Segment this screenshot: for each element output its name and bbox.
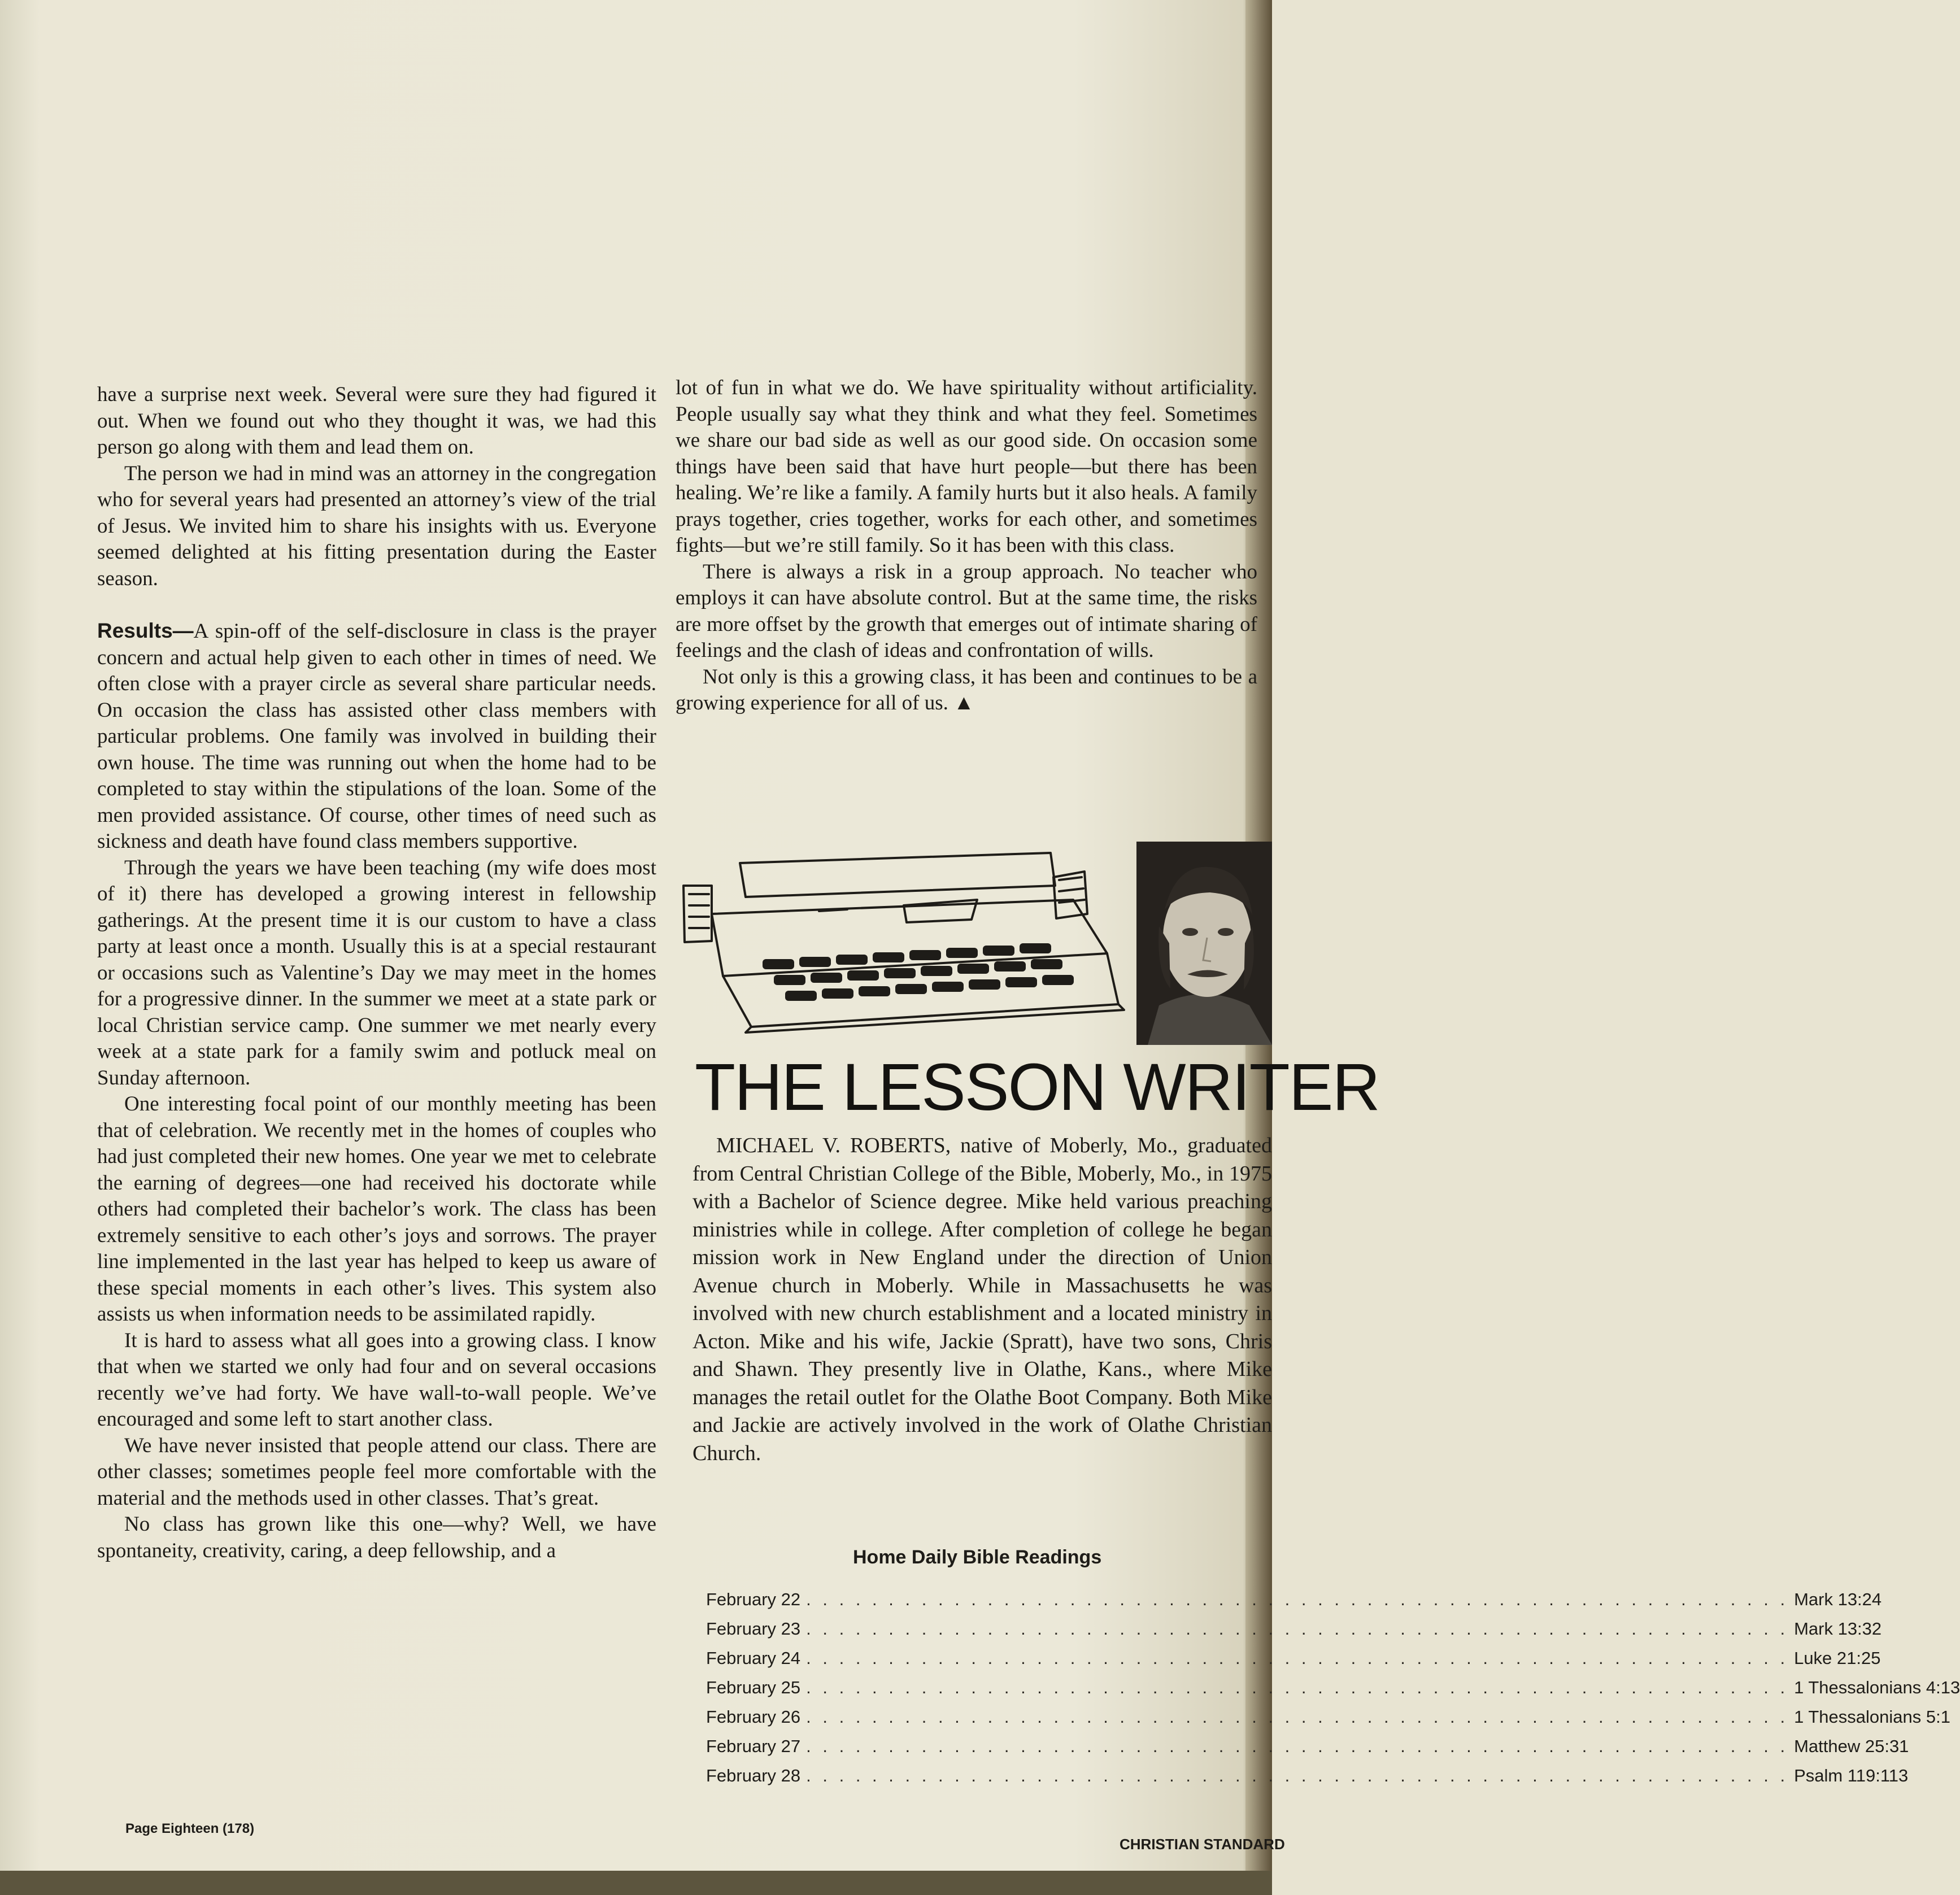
page-edge-bottom bbox=[0, 1871, 1272, 1895]
paragraph: It is hard to assess what all goes into a growing class. I know that when we started we only had four and on several occasions recently we’ve had forty. We have wall-to-wall people. We’ve encouraged and some left to start another class. bbox=[97, 1328, 656, 1431]
reading-row bbox=[706, 1766, 1909, 1795]
paragraph: Through the years we have been teaching (my wife does most of it) there has developed a growing interest in fellowship gatherings. At the present time it is our custom to have a class party at least once a month. Usually this is at a special restaurant or occasions such as Valentine’s Day we may meet in the homes for a progressive dinner. In the summer we meet at a state park or local Christian service camp. One summer we met nearly every week at a state park for a family swim and potluck meal on Sunday afternoon. bbox=[97, 856, 656, 1090]
reading-date: February 24 bbox=[706, 1648, 801, 1668]
dot-leader: . . . . . . . . . . . . . . . . . . . . . . . . . . . . . . . . . . . . . . . . . . . . . . . . . . . . . . . . . . . . bbox=[806, 1766, 1789, 1785]
paragraph-text: Not only is this a growing class, it has been and continues to be a growing experience for all of us. bbox=[676, 665, 1257, 715]
reading-row bbox=[706, 1648, 1881, 1678]
right-column bbox=[676, 375, 1257, 717]
dot-leader: . . . . . . . . . . . . . . . . . . . . . . . . . . . . . . . . . . . . . . . . . . . . . . . . . . . . . . . . . . . . bbox=[806, 1648, 1789, 1668]
reading-date: February 27 bbox=[706, 1736, 801, 1756]
reading-date: February 25 bbox=[706, 1678, 801, 1697]
paragraph: One interesting focal point of our monthly meeting has been that of celebration. We recently met in the homes of couples who had just completed their new homes. One year we met to celebrate the earning of degrees—one had received his doctorate while others had completed their bachelor’s work. The class has been extremely sensitive to each other’s joys and sorrows. The prayer line implemented in the last year has helped to keep us aware of these special moments in each other’s lives. This system also assists us when information needs to be assimilated rapidly. bbox=[97, 1092, 656, 1326]
reading-reference: Mark 13:24 bbox=[1794, 1589, 1882, 1609]
author-photo bbox=[1136, 842, 1272, 1045]
reading-row bbox=[706, 1589, 1882, 1619]
reading-reference: 1 Thessalonians 4:13 bbox=[1794, 1678, 1960, 1697]
results-paragraph bbox=[97, 618, 656, 855]
reading-row bbox=[706, 1619, 1882, 1648]
bio-text: MICHAEL V. ROBERTS, native of Moberly, Mo., graduated from Central Christian College of the Bible, Moberly, Mo., in 1975 with a Bachelor of Science degree. Mike held various preaching ministries while in college. After completion of college he began mission work in New England under the direction of Union Avenue church in Moberly. While in Massachusetts he was involved with new church establishment and a located ministry in Acton. Mike and his wife, Jackie (Spratt), have two sons, Chris and Shawn. They presently live in Olathe, Kans., where Mike manages the retail outlet for the Olathe Boot Company. Both Mike and Jackie are actively involved in the work of Olathe Christian Church. bbox=[692, 1134, 1272, 1465]
paragraph: have a surprise next week. Several were sure they had figured it out. When we found out who they thought it was, we had this person go along with them and lead them on. bbox=[97, 383, 656, 459]
paragraph: We have never insisted that people attend our class. There are other classes; sometimes people feel more comfortable with the material and the methods used in other classes. That’s great. bbox=[97, 1434, 656, 1510]
lesson-writer-heading: THE LESSON WRITER bbox=[695, 1050, 1379, 1125]
reading-row bbox=[706, 1678, 1960, 1707]
paragraph: The person we had in mind was an attorney in the congregation who for several years had presented an attorney’s view of the trial of Jesus. We invited him to share his insights with us. Everyone seemed delighted at his fitting presentation during the Easter season. bbox=[97, 461, 656, 590]
readings-title: Home Daily Bible Readings bbox=[853, 1547, 1102, 1568]
reading-reference: Matthew 25:31 bbox=[1794, 1736, 1909, 1756]
reading-date: February 23 bbox=[706, 1619, 801, 1639]
paragraph-last bbox=[676, 664, 1257, 717]
reading-date: February 22 bbox=[706, 1589, 801, 1609]
end-mark: ▲ bbox=[953, 691, 974, 715]
paragraph: lot of fun in what we do. We have spirituality without artificiality. People usually say what they think and what they feel. Sometimes we share our bad side as well as our good side. On occasion some things have been said that have hurt people—but there has been healing. We’re like a family. A family hurts but it also heals. A family prays together, cries together, works for each other, and sometimes fights—but we’re still family. So it has been with this class. bbox=[676, 376, 1257, 557]
page-number: Page Eighteen (178) bbox=[125, 1821, 255, 1836]
dot-leader: . . . . . . . . . . . . . . . . . . . . . . . . . . . . . . . . . . . . . . . . . . . . . . . . . . . . . . . . . . . . bbox=[806, 1707, 1789, 1727]
reading-reference: Mark 13:32 bbox=[1794, 1619, 1882, 1639]
reading-reference: 1 Thessalonians 5:1 bbox=[1794, 1707, 1950, 1727]
reading-reference: Luke 21:25 bbox=[1794, 1648, 1881, 1668]
reading-row bbox=[706, 1736, 1909, 1766]
paragraph: No class has grown like this one—why? Well, we have spontaneity, creativity, caring, a deep fellowship, and a bbox=[97, 1513, 656, 1562]
readings-list bbox=[706, 1589, 1960, 1795]
typewriter-illustration bbox=[678, 846, 1124, 1033]
publication-name: CHRISTIAN STANDARD bbox=[1120, 1836, 1285, 1853]
reading-row bbox=[706, 1707, 1950, 1736]
dot-leader: . . . . . . . . . . . . . . . . . . . . . . . . . . . . . . . . . . . . . . . . . . . . . . . . . . . . . . . . . . . . bbox=[806, 1619, 1789, 1639]
reading-date: February 28 bbox=[706, 1766, 801, 1785]
reading-date: February 26 bbox=[706, 1707, 801, 1727]
author-bio bbox=[692, 1132, 1272, 1467]
dot-leader: . . . . . . . . . . . . . . . . . . . . . . . . . . . . . . . . . . . . . . . . . . . . . . . . . . . . . . . . . . . . bbox=[806, 1678, 1789, 1697]
dot-leader: . . . . . . . . . . . . . . . . . . . . . . . . . . . . . . . . . . . . . . . . . . . . . . . . . . . . . . . . . . . . bbox=[806, 1736, 1789, 1756]
paragraph-text: A spin-off of the self-disclosure in class is the prayer concern and actual help given to each other in times of need. We often close with a prayer circle as several share particular needs. On occasion the class has assisted other class members with particular problems. One family was involved in building their own house. The time was running out when the home had to be completed to stay within the stipulations of the loan. Some of the men provided assistance. Of course, other times of need such as sickness and death have found class members supportive. bbox=[97, 620, 656, 853]
paragraph: There is always a risk in a group approach. No teacher who employs it can have absolute control. But at the same time, the risks are more offset by the growth that emerges out of intimate sharing of feelings and the clash of ideas and confrontation of wills. bbox=[676, 560, 1257, 662]
dot-leader: . . . . . . . . . . . . . . . . . . . . . . . . . . . . . . . . . . . . . . . . . . . . . . . . . . . . . . . . . . . . bbox=[806, 1589, 1789, 1609]
left-column bbox=[97, 382, 656, 1564]
reading-reference: Psalm 119:113 bbox=[1794, 1766, 1909, 1785]
results-label: Results— bbox=[97, 619, 194, 642]
